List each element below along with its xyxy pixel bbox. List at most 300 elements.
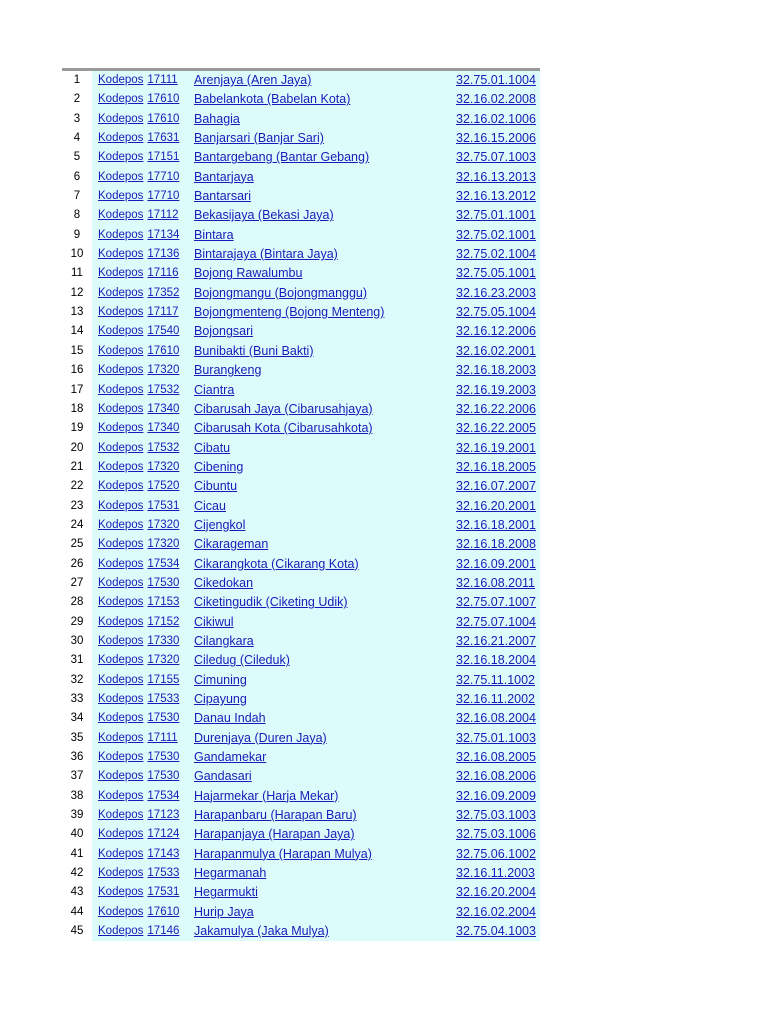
village-name-link[interactable]: Cibatu <box>194 440 231 455</box>
zip-code-link[interactable]: 17134 <box>147 228 180 241</box>
kodepos-cell <box>92 264 190 283</box>
zip-code-link[interactable]: 17151 <box>147 151 180 164</box>
village-name-link[interactable]: Bojong Rawalumbu <box>194 266 303 281</box>
kodepos-link[interactable]: Kodepos <box>98 867 144 880</box>
area-code-cell <box>456 303 540 322</box>
kodepos-cell <box>92 226 190 245</box>
zip-code-link[interactable]: 17530 <box>147 712 180 725</box>
area-code-link[interactable]: 32.16.02.1006 <box>456 111 536 126</box>
row-number: 36 <box>62 748 92 767</box>
village-name-link[interactable]: Ciledug (Cileduk) <box>194 653 290 668</box>
kodepos-cell <box>92 110 190 129</box>
zip-code-link[interactable]: 17155 <box>147 673 180 686</box>
area-code-link[interactable]: 32.75.05.1001 <box>456 266 536 281</box>
kodepos-link[interactable]: Kodepos <box>98 731 144 744</box>
village-name-cell <box>190 322 456 341</box>
zip-code-link[interactable]: 17320 <box>147 518 180 531</box>
row-number: 22 <box>62 477 92 496</box>
zip-code-link[interactable]: 17340 <box>147 422 180 435</box>
village-name-link[interactable]: Cikiwul <box>194 614 234 629</box>
area-code-link[interactable]: 32.16.07.2007 <box>456 479 536 494</box>
village-name-link[interactable]: Bantargebang (Bantar Gebang) <box>194 150 370 165</box>
area-code-link[interactable]: 32.75.01.1001 <box>456 208 536 223</box>
area-code-link[interactable]: 32.16.19.2003 <box>456 382 536 397</box>
area-code-link[interactable]: 32.75.07.1007 <box>456 595 536 610</box>
village-name-link[interactable]: Hurip Jaya <box>194 904 254 919</box>
zip-code-link[interactable]: 17111 <box>147 731 178 744</box>
village-name-link[interactable]: Ciketingudik (Ciketing Udik) <box>194 595 348 610</box>
table-row <box>62 168 540 187</box>
village-name-link[interactable]: Burangkeng <box>194 363 262 378</box>
area-code-cell <box>456 632 540 651</box>
area-code-link[interactable]: 32.75.04.1003 <box>456 924 536 939</box>
kodepos-cell <box>92 574 190 593</box>
area-code-link[interactable]: 32.16.22.2006 <box>456 401 536 416</box>
table-row <box>62 864 540 883</box>
area-code-link[interactable]: 32.75.01.1003 <box>456 730 536 745</box>
village-name-cell <box>190 613 456 632</box>
village-name-link[interactable]: Danau Indah <box>194 711 266 726</box>
row-number: 2 <box>62 90 92 109</box>
kodepos-cell <box>92 497 190 516</box>
zip-code-link[interactable]: 17320 <box>147 654 180 667</box>
kodepos-cell <box>92 555 190 574</box>
area-code-cell <box>456 555 540 574</box>
kodepos-link[interactable]: Kodepos <box>98 402 144 415</box>
village-name-link[interactable]: Bantarjaya <box>194 169 254 184</box>
zip-code-link[interactable]: 17123 <box>147 809 180 822</box>
kodepos-cell <box>92 303 190 322</box>
village-name-link[interactable]: Bantarsari <box>194 189 251 204</box>
village-name-link[interactable]: Cibarusah Jaya (Cibarusahjaya) <box>194 401 373 416</box>
village-name-link[interactable]: Hegarmukti <box>194 885 258 900</box>
table-row <box>62 322 540 341</box>
row-number: 8 <box>62 206 92 225</box>
kodepos-link[interactable]: Kodepos <box>98 344 144 357</box>
zip-code-link[interactable]: 17710 <box>147 190 180 203</box>
kodepos-link[interactable]: Kodepos <box>98 93 144 106</box>
kodepos-link[interactable]: Kodepos <box>98 499 144 512</box>
kodepos-link[interactable]: Kodepos <box>98 190 144 203</box>
village-name-cell <box>190 632 456 651</box>
kodepos-link[interactable]: Kodepos <box>98 422 144 435</box>
kodepos-link[interactable]: Kodepos <box>98 596 144 609</box>
row-number: 14 <box>62 322 92 341</box>
zip-code-link[interactable]: 17610 <box>147 344 180 357</box>
village-name-cell <box>190 206 456 225</box>
area-code-cell <box>456 264 540 283</box>
area-code-cell <box>456 864 540 883</box>
kodepos-link[interactable]: Kodepos <box>98 441 144 454</box>
table-row <box>62 110 540 129</box>
zip-code-link[interactable]: 17610 <box>147 93 180 106</box>
kodepos-link[interactable]: Kodepos <box>98 267 144 280</box>
kodepos-link[interactable]: Kodepos <box>98 209 144 222</box>
village-name-link[interactable]: Durenjaya (Duren Jaya) <box>194 730 327 745</box>
kodepos-link[interactable]: Kodepos <box>98 905 144 918</box>
zip-code-link[interactable]: 17352 <box>147 286 180 299</box>
kodepos-link[interactable]: Kodepos <box>98 847 144 860</box>
area-code-cell <box>456 535 540 554</box>
zip-code-link[interactable]: 17532 <box>147 383 180 396</box>
area-code-link[interactable]: 32.16.08.2005 <box>456 750 536 765</box>
kodepos-link[interactable]: Kodepos <box>98 518 144 531</box>
village-name-cell <box>190 264 456 283</box>
village-name-link[interactable]: Bintara <box>194 227 234 242</box>
zip-code-link[interactable]: 17330 <box>147 634 180 647</box>
area-code-link[interactable]: 32.16.12.2006 <box>456 324 536 339</box>
zip-code-link[interactable]: 17531 <box>147 499 180 512</box>
kodepos-cell <box>92 71 190 90</box>
kodepos-cell <box>92 748 190 767</box>
village-name-link[interactable]: Cibarusah Kota (Cibarusahkota) <box>194 421 373 436</box>
row-number: 37 <box>62 767 92 786</box>
zip-code-link[interactable]: 17112 <box>147 209 179 222</box>
table-row <box>62 806 540 825</box>
kodepos-link[interactable]: Kodepos <box>98 789 144 802</box>
village-name-link[interactable]: Arenjaya (Aren Jaya) <box>194 73 312 87</box>
village-name-link[interactable]: Bekasijaya (Bekasi Jaya) <box>194 208 334 223</box>
table-row <box>62 709 540 728</box>
area-code-cell <box>456 845 540 864</box>
kodepos-link[interactable]: Kodepos <box>98 576 144 589</box>
kodepos-link[interactable]: Kodepos <box>98 634 144 647</box>
table-row <box>62 767 540 786</box>
kodepos-cell <box>92 458 190 477</box>
village-name-link[interactable]: Gandamekar <box>194 750 267 765</box>
village-name-cell <box>190 709 456 728</box>
zip-code-link[interactable]: 17610 <box>147 112 180 125</box>
area-code-link[interactable]: 32.75.02.1004 <box>456 247 536 262</box>
village-name-link[interactable]: Jakamulya (Jaka Mulya) <box>194 924 329 939</box>
area-code-link[interactable]: 32.16.21.2007 <box>456 633 536 648</box>
village-name-link[interactable]: Gandasari <box>194 769 252 784</box>
village-name-link[interactable]: Cikarangkota (Cikarang Kota) <box>194 556 359 571</box>
kodepos-cell <box>92 284 190 303</box>
row-number: 12 <box>62 284 92 303</box>
village-name-cell <box>190 535 456 554</box>
row-number: 16 <box>62 361 92 380</box>
area-code-link[interactable]: 32.16.20.2001 <box>456 498 536 513</box>
area-code-link[interactable]: 32.16.09.2001 <box>456 556 536 571</box>
village-name-cell <box>190 226 456 245</box>
village-name-link[interactable]: Cijengkol <box>194 517 246 532</box>
area-code-cell <box>456 381 540 400</box>
kodepos-link[interactable]: Kodepos <box>98 925 144 938</box>
area-code-link[interactable]: 32.16.02.2004 <box>456 904 536 919</box>
kodepos-cell <box>92 709 190 728</box>
village-name-cell <box>190 71 456 90</box>
zip-code-link[interactable]: 17143 <box>147 847 180 860</box>
area-code-link[interactable]: 32.16.18.2004 <box>456 653 536 668</box>
area-code-link[interactable]: 32.75.02.1001 <box>456 227 536 242</box>
area-code-link[interactable]: 32.75.03.1003 <box>456 808 536 823</box>
zip-code-link[interactable]: 17146 <box>147 925 180 938</box>
area-code-cell <box>456 400 540 419</box>
zip-code-link[interactable]: 17610 <box>147 905 180 918</box>
area-code-cell <box>456 690 540 709</box>
row-number: 15 <box>62 342 92 361</box>
village-name-link[interactable]: Ciantra <box>194 382 235 397</box>
zip-code-link[interactable]: 17533 <box>147 867 180 880</box>
kodepos-link[interactable]: Kodepos <box>98 693 144 705</box>
table-row <box>62 903 540 922</box>
village-name-link[interactable]: Banjarsari (Banjar Sari) <box>194 131 324 146</box>
zip-code-link[interactable]: 17532 <box>147 441 180 454</box>
village-name-link[interactable]: Bojongsari <box>194 324 254 339</box>
zip-code-link[interactable]: 17111 <box>147 74 178 86</box>
zip-code-link[interactable]: 17530 <box>147 751 180 764</box>
village-name-link[interactable]: Cikarageman <box>194 537 269 552</box>
village-name-cell <box>190 671 456 690</box>
kodepos-cell <box>92 613 190 632</box>
area-code-link[interactable]: 32.16.08.2011 <box>456 575 536 590</box>
village-name-cell <box>190 497 456 516</box>
zip-code-link[interactable]: 17520 <box>147 480 180 493</box>
zip-code-link[interactable]: 17320 <box>147 538 180 551</box>
zip-code-link[interactable]: 17124 <box>147 828 180 841</box>
village-name-cell <box>190 168 456 187</box>
zip-code-link[interactable]: 17534 <box>147 557 180 570</box>
table-row <box>62 574 540 593</box>
zip-code-link[interactable]: 17534 <box>147 789 180 802</box>
table-row <box>62 381 540 400</box>
table-row <box>62 748 540 767</box>
zip-code-link[interactable]: 17340 <box>147 402 180 415</box>
village-name-link[interactable]: Cikedokan <box>194 575 254 590</box>
village-name-link[interactable]: Bojongmenteng (Bojong Menteng) <box>194 305 385 320</box>
area-code-cell <box>456 168 540 187</box>
area-code-link[interactable]: 32.16.18.2008 <box>456 537 536 552</box>
village-name-link[interactable]: Cilangkara <box>194 633 254 648</box>
area-code-link[interactable]: 32.75.07.1004 <box>456 614 536 629</box>
village-name-link[interactable]: Harapanmulya (Harapan Mulya) <box>194 846 372 861</box>
area-code-cell <box>456 709 540 728</box>
area-code-cell <box>456 361 540 380</box>
kodepos-link[interactable]: Kodepos <box>98 712 144 725</box>
zip-code-link[interactable]: 17530 <box>147 576 180 589</box>
kodepos-link[interactable]: Kodepos <box>98 828 144 841</box>
row-number: 40 <box>62 825 92 844</box>
zip-code-link[interactable]: 17116 <box>147 267 179 280</box>
table-row <box>62 361 540 380</box>
table-row <box>62 477 540 496</box>
kodepos-link[interactable]: Kodepos <box>98 74 144 86</box>
village-name-cell <box>190 400 456 419</box>
zip-code-link[interactable]: 17320 <box>147 460 180 473</box>
kodepos-link[interactable]: Kodepos <box>98 325 144 338</box>
area-code-link[interactable]: 32.75.03.1006 <box>456 827 536 842</box>
kodepos-link[interactable]: Kodepos <box>98 654 144 667</box>
village-name-link[interactable]: Harapanbaru (Harapan Baru) <box>194 808 357 823</box>
kodepos-link[interactable]: Kodepos <box>98 886 144 899</box>
table-row <box>62 787 540 806</box>
kodepos-link[interactable]: Kodepos <box>98 364 144 377</box>
kodepos-cell <box>92 361 190 380</box>
zip-code-link[interactable]: 17631 <box>147 132 180 145</box>
village-name-link[interactable]: Cibuntu <box>194 479 238 494</box>
row-number: 45 <box>62 922 92 941</box>
kodepos-link[interactable]: Kodepos <box>98 170 144 183</box>
kodepos-cell <box>92 477 190 496</box>
village-name-link[interactable]: Babelankota (Babelan Kota) <box>194 92 351 107</box>
zip-code-link[interactable]: 17117 <box>147 306 179 319</box>
kodepos-link[interactable]: Kodepos <box>98 306 144 319</box>
table-row <box>62 71 540 90</box>
area-code-link[interactable]: 32.16.20.2004 <box>456 885 536 900</box>
table-row <box>62 516 540 535</box>
kodepos-link[interactable]: Kodepos <box>98 770 144 783</box>
row-number: 20 <box>62 439 92 458</box>
area-code-link[interactable]: 32.16.19.2001 <box>456 440 536 455</box>
zip-code-link[interactable]: 17153 <box>147 596 180 609</box>
table-row <box>62 148 540 167</box>
village-name-link[interactable]: Bahagia <box>194 111 240 126</box>
area-code-cell <box>456 922 540 941</box>
table-row <box>62 497 540 516</box>
village-name-cell <box>190 245 456 264</box>
village-name-cell <box>190 439 456 458</box>
kodepos-cell <box>92 767 190 786</box>
kodepos-link[interactable]: Kodepos <box>98 538 144 551</box>
village-name-cell <box>190 458 456 477</box>
area-code-link[interactable]: 32.16.13.2012 <box>456 189 536 204</box>
kodepos-link[interactable]: Kodepos <box>98 132 144 145</box>
table-row <box>62 187 540 206</box>
area-code-cell <box>456 110 540 129</box>
area-code-link[interactable]: 32.16.09.2009 <box>456 788 536 803</box>
table-row <box>62 226 540 245</box>
kodepos-cell <box>92 419 190 438</box>
area-code-link[interactable]: 32.16.11.2002 <box>456 692 536 706</box>
village-name-link[interactable]: Harapanjaya (Harapan Jaya) <box>194 827 355 842</box>
village-name-link[interactable]: Cimuning <box>194 672 247 687</box>
area-code-link[interactable]: 32.75.05.1004 <box>456 305 536 320</box>
table-row <box>62 632 540 651</box>
kodepos-link[interactable]: Kodepos <box>98 615 144 628</box>
area-code-cell <box>456 90 540 109</box>
area-code-cell <box>456 439 540 458</box>
kodepos-cell <box>92 787 190 806</box>
village-name-cell <box>190 883 456 902</box>
village-name-cell <box>190 187 456 206</box>
kodepos-link[interactable]: Kodepos <box>98 557 144 570</box>
kodepos-link[interactable]: Kodepos <box>98 151 144 164</box>
kodepos-link[interactable]: Kodepos <box>98 480 144 493</box>
kodepos-cell <box>92 168 190 187</box>
area-code-link[interactable]: 32.16.08.2004 <box>456 711 536 726</box>
kodepos-cell <box>92 439 190 458</box>
kodepos-link[interactable]: Kodepos <box>98 809 144 822</box>
kodepos-link[interactable]: Kodepos <box>98 460 144 473</box>
village-name-cell <box>190 361 456 380</box>
zip-code-link[interactable]: 17531 <box>147 886 180 899</box>
table-row <box>62 458 540 477</box>
village-name-link[interactable]: Cicau <box>194 498 226 513</box>
area-code-cell <box>456 787 540 806</box>
area-code-link[interactable]: 32.16.18.2001 <box>456 517 536 532</box>
area-code-cell <box>456 226 540 245</box>
area-code-link[interactable]: 32.75.07.1003 <box>456 150 536 165</box>
kodepos-link[interactable]: Kodepos <box>98 286 144 299</box>
kodepos-cell <box>92 864 190 883</box>
kodepos-link[interactable]: Kodepos <box>98 673 144 686</box>
area-code-link[interactable]: 32.16.23.2003 <box>456 285 536 300</box>
village-name-cell <box>190 90 456 109</box>
kodepos-link[interactable]: Kodepos <box>98 112 144 125</box>
table-row <box>62 535 540 554</box>
zip-code-link[interactable]: 17530 <box>147 770 180 783</box>
area-code-cell <box>456 245 540 264</box>
village-name-link[interactable]: Bunibakti (Buni Bakti) <box>194 343 314 358</box>
village-name-cell <box>190 845 456 864</box>
village-name-cell <box>190 593 456 612</box>
area-code-link[interactable]: 32.16.02.2001 <box>456 343 536 358</box>
village-name-link[interactable]: Bintarajaya (Bintara Jaya) <box>194 247 338 262</box>
table-row <box>62 206 540 225</box>
row-number: 19 <box>62 419 92 438</box>
area-code-link[interactable]: 32.16.08.2006 <box>456 769 536 784</box>
table-row <box>62 264 540 283</box>
zip-code-link[interactable]: 17710 <box>147 170 180 183</box>
zip-code-link[interactable]: 17540 <box>147 325 180 338</box>
village-name-cell <box>190 825 456 844</box>
kodepos-link[interactable]: Kodepos <box>98 228 144 241</box>
kodepos-link[interactable]: Kodepos <box>98 751 144 764</box>
village-name-link[interactable]: Hajarmekar (Harja Mekar) <box>194 788 339 803</box>
row-number: 34 <box>62 709 92 728</box>
area-code-link[interactable]: 32.16.18.2005 <box>456 459 536 474</box>
area-code-cell <box>456 71 540 90</box>
table-body <box>62 71 540 941</box>
kodepos-cell <box>92 903 190 922</box>
table-row <box>62 613 540 632</box>
area-code-link[interactable]: 32.16.18.2003 <box>456 363 536 378</box>
area-code-link[interactable]: 32.16.13.2013 <box>456 169 536 184</box>
kodepos-cell <box>92 593 190 612</box>
village-name-cell <box>190 651 456 670</box>
area-code-link[interactable]: 32.16.11.2003 <box>456 866 536 881</box>
area-code-cell <box>456 883 540 902</box>
table-row <box>62 555 540 574</box>
zip-code-link[interactable]: 17136 <box>147 248 180 261</box>
village-name-link[interactable]: Hegarmanah <box>194 866 267 881</box>
kodepos-cell <box>92 245 190 264</box>
zip-code-link[interactable]: 17152 <box>147 615 180 628</box>
row-number: 23 <box>62 497 92 516</box>
area-code-link[interactable]: 32.75.11.1002 <box>456 672 536 687</box>
village-name-cell <box>190 922 456 941</box>
zip-code-link[interactable]: 17533 <box>147 693 180 705</box>
kodepos-cell <box>92 90 190 109</box>
table-row <box>62 671 540 690</box>
village-name-link[interactable]: Cibening <box>194 459 244 474</box>
area-code-link[interactable]: 32.16.22.2005 <box>456 421 536 436</box>
area-code-link[interactable]: 32.75.06.1002 <box>456 846 536 861</box>
area-code-cell <box>456 129 540 148</box>
village-name-link[interactable]: Bojongmangu (Bojongmanggu) <box>194 285 368 300</box>
area-code-link[interactable]: 32.16.02.2008 <box>456 92 536 107</box>
zip-code-link[interactable]: 17320 <box>147 364 180 377</box>
area-code-link[interactable]: 32.75.01.1004 <box>456 73 536 87</box>
area-code-cell <box>456 767 540 786</box>
row-number: 42 <box>62 864 92 883</box>
kodepos-link[interactable]: Kodepos <box>98 248 144 261</box>
village-name-link[interactable]: Cipayung <box>194 692 247 706</box>
kodepos-cell <box>92 632 190 651</box>
kodepos-link[interactable]: Kodepos <box>98 383 144 396</box>
area-code-link[interactable]: 32.16.15.2006 <box>456 131 536 146</box>
